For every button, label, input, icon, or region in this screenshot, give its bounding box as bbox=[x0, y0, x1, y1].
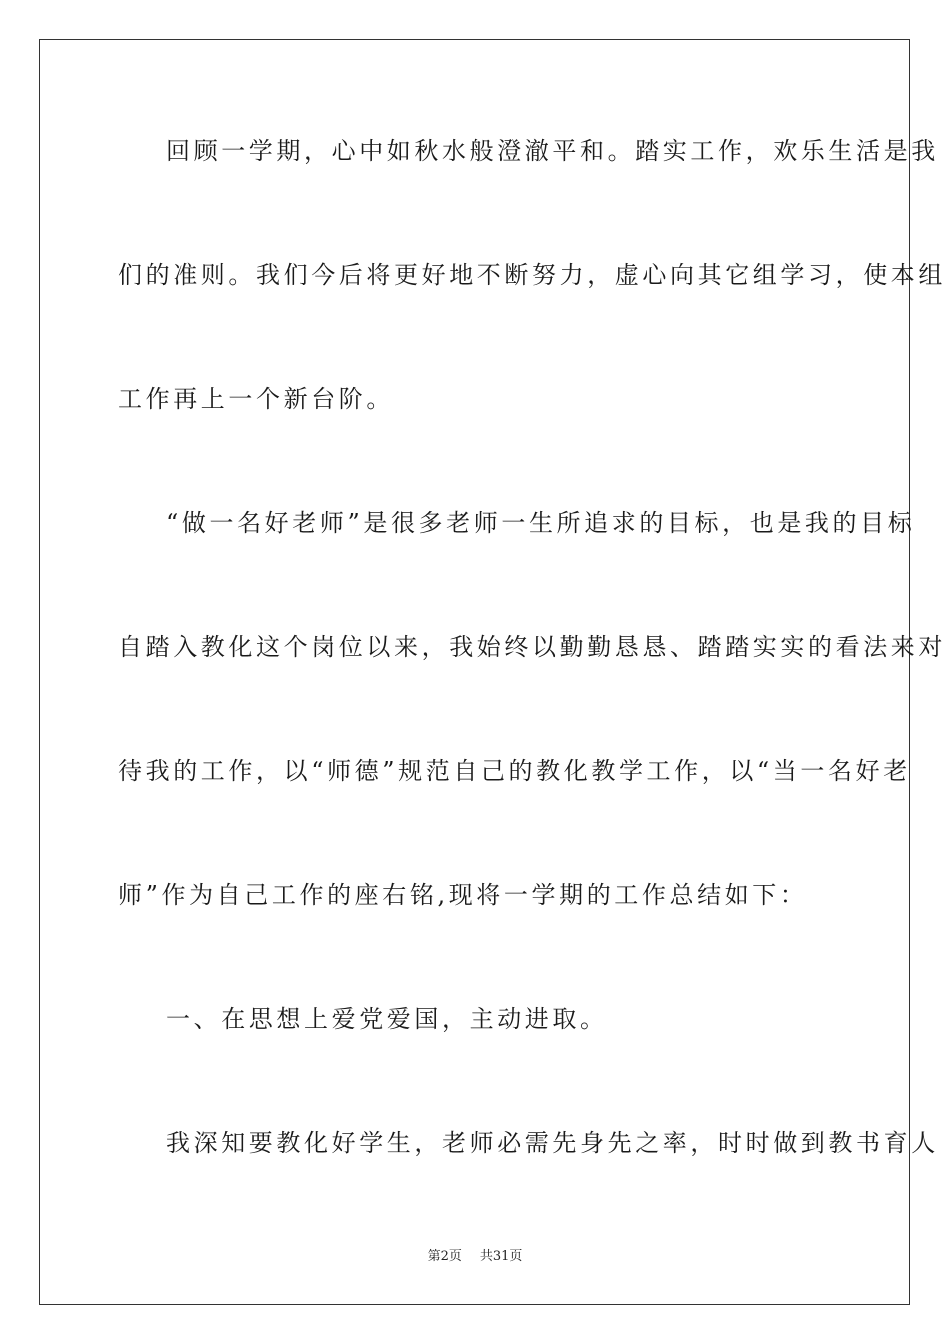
page-border bbox=[39, 39, 946, 1305]
paragraph-line: 师”作为自己工作的座右铭,现将一学期的工作总结如下： bbox=[118, 881, 808, 909]
paragraph-line: 工作再上一个新台阶。 bbox=[118, 385, 394, 413]
page-number: 第2页 bbox=[427, 1249, 462, 1264]
page-total: 共31页 bbox=[479, 1249, 523, 1264]
paragraph-line: 待我的工作，以“师德”规范自己的教化教学工作，以“当一名好老 bbox=[118, 757, 911, 785]
paragraph-line: 回顾一学期，心中如秋水般澄澈平和。踏实工作，欢乐生活是我 bbox=[166, 137, 939, 165]
paragraph-line: 我深知要教化好学生，老师必需先身先之率，时时做到教书育人 bbox=[166, 1129, 939, 1157]
page-footer bbox=[0, 1248, 950, 1266]
paragraph-line: “做一名好老师”是很多老师一生所追求的目标，也是我的目标 bbox=[166, 509, 916, 537]
paragraph-line: 们的准则。我们今后将更好地不断努力，虚心向其它组学习，使本组 bbox=[118, 261, 946, 289]
section-heading: 一、在思想上爱党爱国，主动进取。 bbox=[166, 1005, 608, 1033]
paragraph-line: 自踏入教化这个岗位以来，我始终以勤勤恳恳、踏踏实实的看法来对 bbox=[118, 633, 946, 661]
